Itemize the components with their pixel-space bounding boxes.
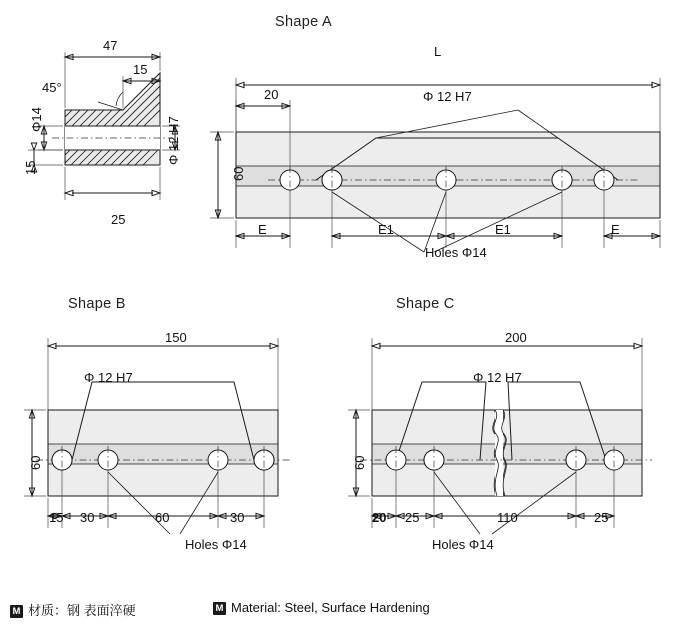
shape-c-title: Shape C [396, 296, 455, 312]
shape-b-dim-15: 15 [49, 510, 64, 525]
footer-material-cn [10, 600, 136, 619]
section-dim-15-left: 15 [23, 160, 38, 175]
shape-a-bore-label: Φ 12 H7 [423, 89, 472, 104]
footer-material-cn-text: 材质：钢 表面淬硬 [28, 603, 136, 618]
shape-a-title: Shape A [275, 14, 332, 30]
shape-c-dim-25-left: 25 [405, 510, 420, 525]
shape-c-height-60: 60 [352, 455, 367, 470]
shape-a-length-label: L [434, 44, 442, 59]
section-dim-25: 25 [111, 212, 126, 227]
shape-b-length-150: 150 [165, 330, 187, 345]
shape-c-holes-note: Holes Φ14 [432, 537, 494, 552]
footer-material-en [213, 600, 430, 615]
shape-b-height-60: 60 [28, 455, 43, 470]
shape-c-bore-label: Φ 12 H7 [473, 370, 522, 385]
shape-a-height-60: 60 [231, 166, 246, 181]
shape-b-dim-30-left: 30 [80, 510, 95, 525]
material-badge-en-icon: M [213, 602, 226, 615]
shape-c-dim-110: 110 [497, 510, 518, 525]
shape-b-bore-label: Φ 12 H7 [84, 370, 133, 385]
shape-a-dim-e1-second: E1 [495, 222, 511, 237]
section-dim-phi14: Φ14 [29, 107, 44, 132]
shape-a-holes-note: Holes Φ14 [425, 245, 487, 260]
shape-b-holes-note: Holes Φ14 [185, 537, 247, 552]
footer-material-en-text: Material: Steel, Surface Hardening [231, 600, 430, 615]
shape-b-drawing [30, 322, 300, 562]
shape-c-dim-20: 20 [372, 510, 387, 525]
shape-a-dim-e-left: E [258, 222, 267, 237]
shape-b-dim-60: 60 [155, 510, 170, 525]
shape-c-length-200: 200 [505, 330, 527, 345]
shape-a-offset-20: 20 [264, 87, 279, 102]
shape-b-dim-30-right: 30 [230, 510, 245, 525]
shape-a-dim-e-right: E [611, 222, 620, 237]
shape-c-dim-25-right: 25 [594, 510, 609, 525]
section-view [20, 30, 220, 230]
shape-b-title: Shape B [68, 296, 126, 312]
section-dim-15-top: 15 [133, 62, 148, 77]
section-dim-47: 47 [103, 38, 118, 53]
section-dim-phi12h7: Φ 12 H7 [166, 116, 181, 165]
section-dim-angle: 45° [42, 80, 62, 95]
material-badge-cn-icon: M [10, 605, 23, 618]
shape-a-dim-e1-first: E1 [378, 222, 394, 237]
shape-c-drawing [352, 322, 652, 562]
